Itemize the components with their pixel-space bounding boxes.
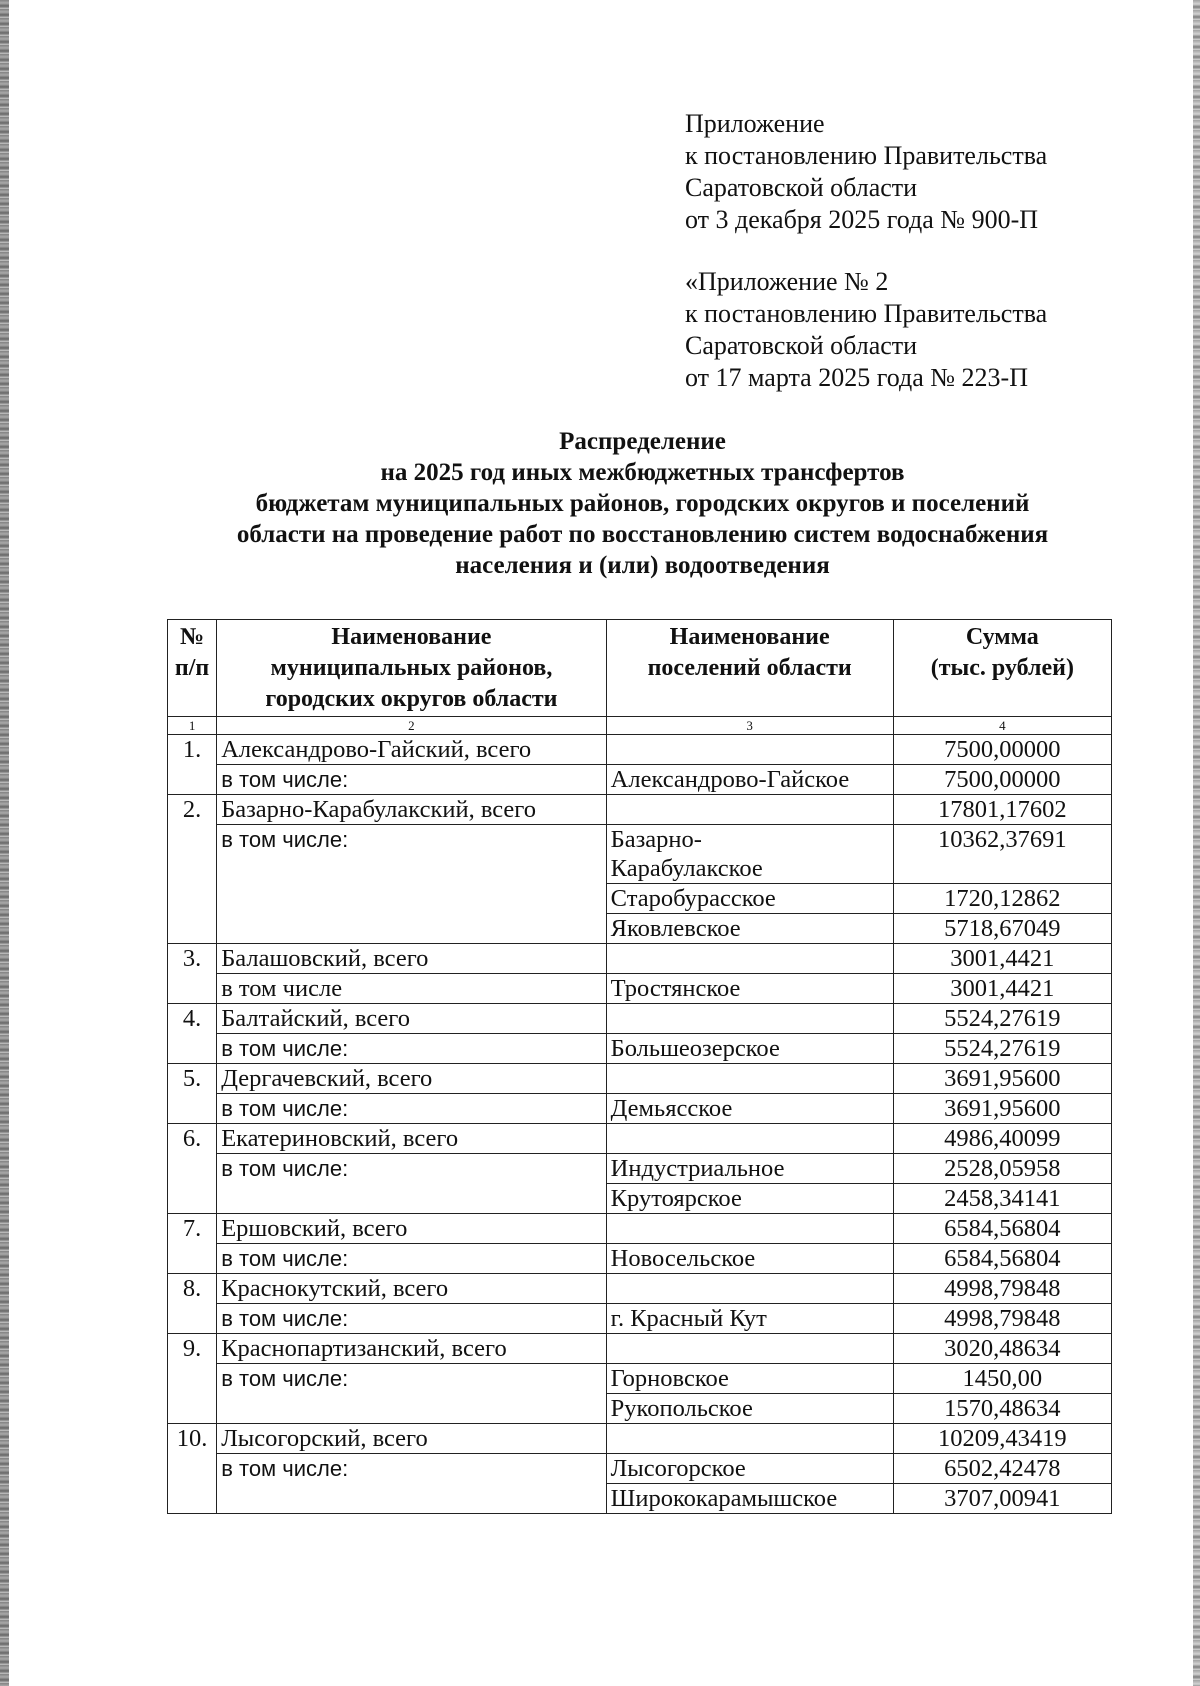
district-total: 10209,43419 — [893, 1424, 1111, 1454]
row-number: 5. — [168, 1064, 217, 1124]
row-number: 4. — [168, 1004, 217, 1064]
header-number — [168, 620, 217, 717]
including-label: в том числе: — [217, 1304, 606, 1334]
including-label: в том числе: — [217, 1094, 606, 1124]
table-row — [168, 735, 1112, 765]
settlement-name — [606, 1334, 893, 1364]
settlement-name: Лысогорское — [606, 1454, 893, 1484]
scan-edge-left — [0, 0, 9, 1686]
table-row — [168, 795, 1112, 825]
district-name: Краснокутский, всего — [217, 1274, 606, 1304]
district-name: Екатериновский, всего — [217, 1124, 606, 1154]
including-label: в том числе: — [217, 825, 606, 944]
row-number: 9. — [168, 1334, 217, 1424]
title-line: бюджетам муниципальных районов, городских округов и поселений — [255, 490, 1030, 517]
district-name: Краснопартизанский, всего — [217, 1334, 606, 1364]
district-total: 3001,4421 — [893, 944, 1111, 974]
header-text: (тыс. рублей) — [930, 655, 1074, 681]
title-line: населения и (или) водоотведения — [455, 552, 830, 579]
table-row — [168, 1304, 1112, 1334]
table-row — [168, 825, 1112, 884]
settlement-name: Рукопольское — [606, 1394, 893, 1424]
table-row — [168, 1274, 1112, 1304]
table-row — [168, 974, 1112, 1004]
table-row — [168, 1004, 1112, 1034]
settlement-name-part: Карабулакское — [610, 855, 763, 882]
district-total: 17801,17602 — [893, 795, 1111, 825]
district-name: Лысогорский, всего — [217, 1424, 606, 1454]
header-text: муниципальных районов, — [270, 655, 553, 681]
district-total: 3020,48634 — [893, 1334, 1111, 1364]
district-total: 4986,40099 — [893, 1124, 1111, 1154]
settlement-name: Горновское — [606, 1364, 893, 1394]
row-number: 1. — [168, 735, 217, 795]
settlement-name — [606, 1214, 893, 1244]
header-text: городских округов области — [265, 686, 558, 712]
appendix-line: Приложение — [685, 109, 825, 138]
settlement-name: Демьясское — [606, 1094, 893, 1124]
settlement-amount: 7500,00000 — [893, 765, 1111, 795]
row-number: 8. — [168, 1274, 217, 1334]
table-row — [168, 1424, 1112, 1454]
header-settlement — [606, 620, 893, 717]
row-number: 2. — [168, 795, 217, 944]
district-total: 4998,79848 — [893, 1274, 1111, 1304]
scan-edge-right — [1193, 0, 1200, 1686]
settlement-name: Большеозерское — [606, 1034, 893, 1064]
settlement-name — [606, 1424, 893, 1454]
row-number: 6. — [168, 1124, 217, 1214]
district-total: 7500,00000 — [893, 735, 1111, 765]
column-number: 3 — [606, 717, 893, 735]
table-row — [168, 1364, 1112, 1394]
table-row — [168, 765, 1112, 795]
settlement-amount: 3707,00941 — [893, 1484, 1111, 1514]
settlement-amount: 6502,42478 — [893, 1454, 1111, 1484]
header-text: поселений области — [647, 655, 852, 681]
table-row — [168, 1034, 1112, 1064]
header-text: п/п — [174, 655, 210, 681]
settlement-amount: 4998,79848 — [893, 1304, 1111, 1334]
settlement-name — [606, 944, 893, 974]
settlement-name — [606, 735, 893, 765]
district-total: 6584,56804 — [893, 1214, 1111, 1244]
settlement-amount: 1570,48634 — [893, 1394, 1111, 1424]
settlement-amount: 1450,00 — [893, 1364, 1111, 1394]
settlement-amount: 1720,12862 — [893, 884, 1111, 914]
table-row — [168, 1244, 1112, 1274]
table-row — [168, 1454, 1112, 1484]
appendix-line: Саратовской области — [685, 173, 918, 202]
district-name: Балтайский, всего — [217, 1004, 606, 1034]
settlement-amount: 2458,34141 — [893, 1184, 1111, 1214]
column-number-row — [168, 717, 1112, 735]
table-row — [168, 1214, 1112, 1244]
column-number: 1 — [168, 717, 217, 735]
table-row — [168, 1124, 1112, 1154]
table-row — [168, 1064, 1112, 1094]
settlement-name: Индустриальное — [606, 1154, 893, 1184]
settlement-amount: 2528,05958 — [893, 1154, 1111, 1184]
header-row — [168, 620, 1112, 717]
settlement-name: Новосельское — [606, 1244, 893, 1274]
title-line: Распределение — [559, 428, 726, 455]
settlement-amount: 5718,67049 — [893, 914, 1111, 944]
settlement-name — [606, 795, 893, 825]
settlement-amount: 6584,56804 — [893, 1244, 1111, 1274]
column-number: 4 — [893, 717, 1111, 735]
header-text: № — [180, 624, 205, 650]
header-district — [217, 620, 606, 717]
settlement-amount: 5524,27619 — [893, 1034, 1111, 1064]
settlement-name: Тростянское — [606, 974, 893, 1004]
settlement-name — [606, 1004, 893, 1034]
distribution-table — [167, 619, 1112, 1514]
appendix-quoted-line: к постановлению Правительства — [685, 299, 1048, 328]
appendix-quoted-line: от 17 марта 2025 года № 223-П — [685, 363, 1028, 392]
settlement-name — [606, 1274, 893, 1304]
appendix-quoted-line: «Приложение № 2 — [685, 267, 889, 296]
settlement-name: Старобурасское — [606, 884, 893, 914]
table-row — [168, 1334, 1112, 1364]
district-name: Ершовский, всего — [217, 1214, 606, 1244]
settlement-name — [606, 1064, 893, 1094]
settlement-name-part: Базарно- — [610, 826, 702, 853]
settlement-name: Крутоярское — [606, 1184, 893, 1214]
settlement-amount: 3691,95600 — [893, 1094, 1111, 1124]
row-number: 10. — [168, 1424, 217, 1514]
district-name: Базарно-Карабулакский, всего — [217, 795, 606, 825]
table-row — [168, 944, 1112, 974]
row-number: 3. — [168, 944, 217, 1004]
header-sum — [893, 620, 1111, 717]
settlement-name: Александрово-Гайское — [606, 765, 893, 795]
row-number: 7. — [168, 1214, 217, 1274]
settlement-amount: 10362,37691 — [893, 825, 1111, 884]
column-number: 2 — [217, 717, 606, 735]
settlement-name — [606, 825, 893, 884]
including-label: в том числе — [217, 974, 606, 1004]
settlement-name: Ширококарамышское — [606, 1484, 893, 1514]
appendix-line: от 3 декабря 2025 года № 900-П — [685, 205, 1039, 234]
district-total: 5524,27619 — [893, 1004, 1111, 1034]
including-label: в том числе: — [217, 1154, 606, 1214]
appendix-quoted-line: Саратовской области — [685, 331, 918, 360]
table-row — [168, 1094, 1112, 1124]
appendix-block — [685, 108, 1047, 236]
settlement-name: г. Красный Кут — [606, 1304, 893, 1334]
district-total: 3691,95600 — [893, 1064, 1111, 1094]
appendix-quoted-block — [685, 266, 1047, 394]
including-label: в том числе: — [217, 765, 606, 795]
table-row — [168, 1154, 1112, 1184]
district-name: Александрово-Гайский, всего — [217, 735, 606, 765]
header-text: Наименование — [331, 624, 492, 650]
including-label: в том числе: — [217, 1244, 606, 1274]
district-name: Дергачевский, всего — [217, 1064, 606, 1094]
header-text: Наименование — [669, 624, 830, 650]
title-line: области на проведение работ по восстановлению систем водоснабжения — [236, 521, 1049, 548]
document-title — [120, 426, 1165, 581]
district-name: Балашовский, всего — [217, 944, 606, 974]
title-line: на 2025 год иных межбюджетных трансфертов — [380, 459, 905, 486]
header-text: Сумма — [965, 624, 1039, 650]
settlement-name: Яковлевское — [606, 914, 893, 944]
appendix-line: к постановлению Правительства — [685, 141, 1048, 170]
settlement-name — [606, 1124, 893, 1154]
including-label: в том числе: — [217, 1364, 606, 1424]
including-label: в том числе: — [217, 1034, 606, 1064]
settlement-amount: 3001,4421 — [893, 974, 1111, 1004]
including-label: в том числе: — [217, 1454, 606, 1514]
